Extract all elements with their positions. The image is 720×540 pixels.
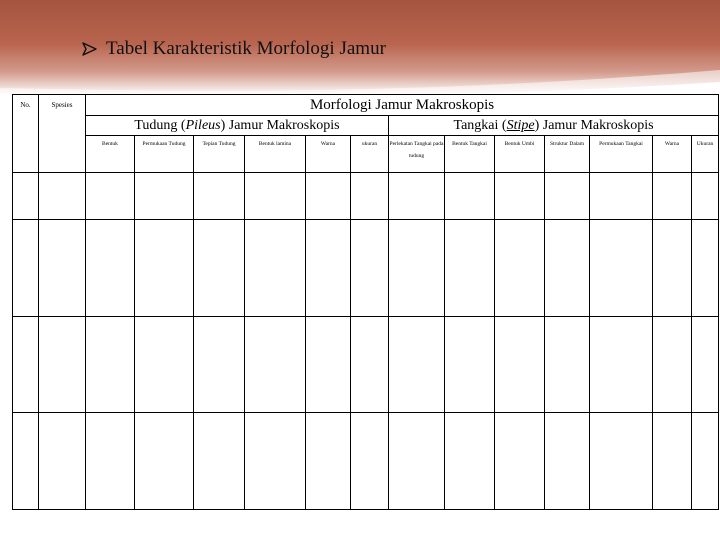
table-cell[interactable] — [245, 220, 306, 317]
col-header-ukuran-tudung: ukuran — [351, 136, 389, 172]
table-cell[interactable] — [590, 413, 653, 510]
table-cell[interactable] — [245, 317, 306, 413]
table-cell[interactable] — [590, 172, 653, 219]
table-cell[interactable] — [306, 317, 351, 413]
table-cell[interactable] — [135, 317, 194, 413]
table-cell[interactable] — [590, 317, 653, 413]
table-cell[interactable] — [351, 317, 389, 413]
table-cell[interactable] — [13, 172, 39, 219]
table-cell[interactable] — [13, 317, 39, 413]
arrow-bullet-icon — [82, 41, 98, 57]
col-header-species: Spesies — [39, 95, 86, 173]
table-cell[interactable] — [245, 413, 306, 510]
table-cell[interactable] — [692, 413, 719, 510]
table-cell[interactable] — [39, 317, 86, 413]
col-header-warna-tudung: Warna — [306, 136, 351, 172]
col-header-struktur-dalam: Struktur Dalam — [545, 136, 590, 172]
col-header-bentuk-umbi: Bentuk Umbi — [495, 136, 545, 172]
table-cell[interactable] — [306, 172, 351, 219]
table-cell[interactable] — [692, 220, 719, 317]
table-row — [13, 220, 719, 317]
table-cell[interactable] — [194, 317, 245, 413]
table-cell[interactable] — [39, 172, 86, 219]
table-cell[interactable] — [194, 413, 245, 510]
table-cell[interactable] — [445, 172, 495, 219]
table-cell[interactable] — [306, 220, 351, 317]
morphology-table — [12, 94, 719, 510]
table-cell[interactable] — [194, 172, 245, 219]
col-header-tepian-tudung: Tepian Tudung — [194, 136, 245, 172]
col-header-permukaan-tangkai: Permukaan Tangkai — [590, 136, 653, 172]
table-cell[interactable] — [590, 220, 653, 317]
table-row — [13, 172, 719, 219]
group-header-tangkai: Tangkai (Stipe) Jamur Makroskopis — [389, 116, 719, 136]
table-cell[interactable] — [495, 413, 545, 510]
table-cell[interactable] — [445, 413, 495, 510]
table-cell[interactable] — [495, 220, 545, 317]
table-cell[interactable] — [351, 220, 389, 317]
table-cell[interactable] — [86, 317, 135, 413]
table-row — [13, 413, 719, 510]
table-cell[interactable] — [13, 220, 39, 317]
table-cell[interactable] — [545, 172, 590, 219]
table-cell[interactable] — [135, 413, 194, 510]
table-cell[interactable] — [39, 220, 86, 317]
col-header-perlekatan: Perlekatan Tangkai pada tudung — [389, 136, 445, 172]
col-header-bentuk-lamina: Bentuk lamina — [245, 136, 306, 172]
table-cell[interactable] — [389, 172, 445, 219]
table-cell[interactable] — [351, 413, 389, 510]
table-cell[interactable] — [135, 172, 194, 219]
col-header-bentuk: Bentuk — [86, 136, 135, 172]
table-cell[interactable] — [495, 317, 545, 413]
group-header-tudung: Tudung (Pileus) Jamur Makroskopis — [86, 116, 389, 136]
col-header-permukaan-tudung: Permukaan Tudung — [135, 136, 194, 172]
table-cell[interactable] — [653, 413, 692, 510]
table-cell[interactable] — [351, 172, 389, 219]
table-cell[interactable] — [306, 413, 351, 510]
super-header-morphology: Morfologi Jamur Makroskopis — [86, 95, 719, 116]
table-cell[interactable] — [692, 172, 719, 219]
table-cell[interactable] — [389, 220, 445, 317]
table-cell[interactable] — [86, 220, 135, 317]
table-cell[interactable] — [389, 413, 445, 510]
table-cell[interactable] — [545, 317, 590, 413]
table-cell[interactable] — [194, 220, 245, 317]
table-cell[interactable] — [39, 413, 86, 510]
col-header-warna-tangkai: Warna — [653, 136, 692, 172]
table-row — [13, 317, 719, 413]
table-cell[interactable] — [245, 172, 306, 219]
col-header-no: No. — [13, 95, 39, 173]
table-cell[interactable] — [389, 317, 445, 413]
title-row — [82, 37, 386, 61]
table-cell[interactable] — [445, 220, 495, 317]
col-header-bentuk-tangkai: Bentuk Tangkai — [445, 136, 495, 172]
table-cell[interactable] — [653, 220, 692, 317]
table-cell[interactable] — [86, 172, 135, 219]
table-cell[interactable] — [495, 172, 545, 219]
table-cell[interactable] — [545, 220, 590, 317]
page-title: Tabel Karakteristik Morfologi Jamur — [106, 38, 386, 59]
table-cell[interactable] — [135, 220, 194, 317]
table-cell[interactable] — [13, 413, 39, 510]
table-cell[interactable] — [545, 413, 590, 510]
table-cell[interactable] — [653, 317, 692, 413]
col-header-ukuran-tangkai: Ukuran — [692, 136, 719, 172]
table-cell[interactable] — [692, 317, 719, 413]
table-cell[interactable] — [653, 172, 692, 219]
table-cell[interactable] — [86, 413, 135, 510]
table-cell[interactable] — [445, 317, 495, 413]
